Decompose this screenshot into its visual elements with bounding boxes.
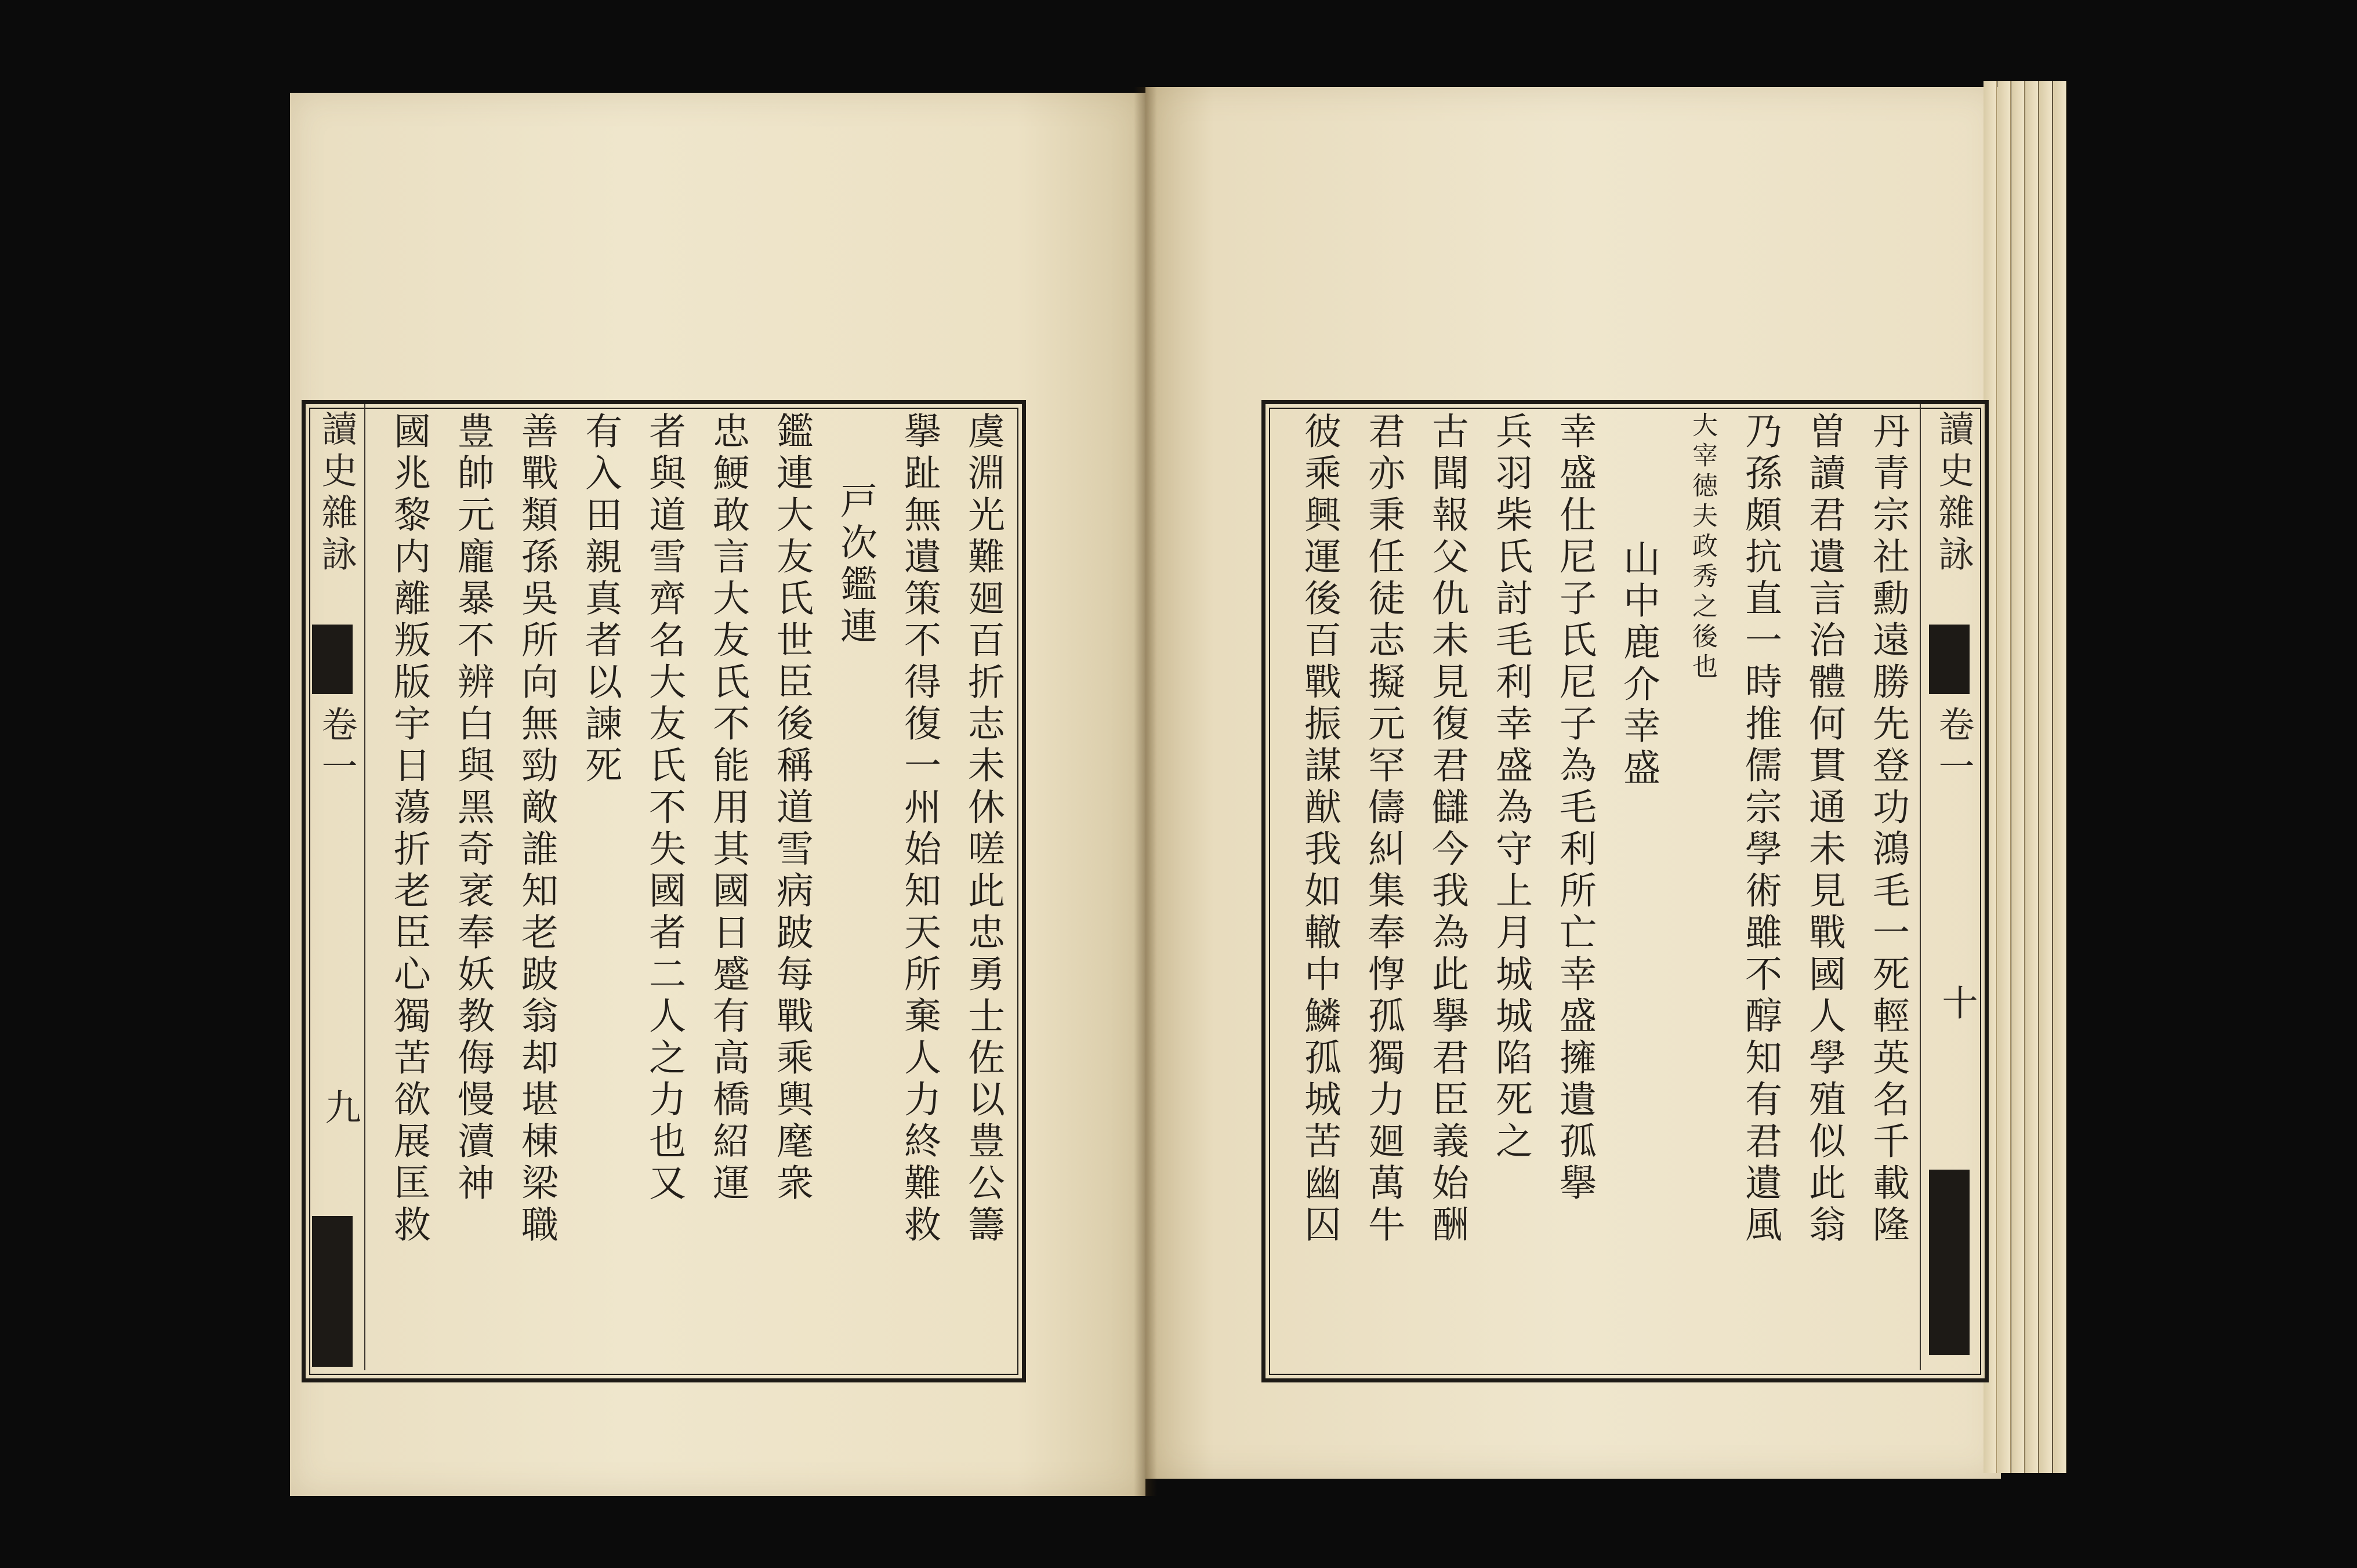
page-edge: [1997, 81, 2011, 1473]
fish-tail-mark-bottom: [312, 1216, 353, 1367]
text-column: 丹青宗社勳遠勝先登功鴻毛一死輕英名千載隆: [1866, 412, 1909, 1247]
section-heading: 戸次鑑連: [834, 481, 877, 648]
text-column: 古聞報父仇未見復君讎今我為此擧君臣義始酬: [1426, 412, 1468, 1247]
text-column: 兵羽柴氏討毛利幸盛為守上月城城陷死之: [1489, 412, 1532, 1163]
book-gutter: [1134, 87, 1157, 1496]
text-column: 曽讀君遺言治體何貫通未見戰國人學殖似此翁: [1803, 412, 1845, 1247]
page-number: 十: [1936, 984, 1978, 1020]
annotation-note: 大宰徳夫政秀之後也: [1688, 412, 1717, 683]
page-edge: [2025, 81, 2039, 1473]
page-edge: [2011, 81, 2025, 1473]
right-center-band: [1924, 404, 1977, 1370]
page-edge: [2053, 81, 2066, 1473]
fish-tail-mark: [1929, 625, 1970, 694]
text-column: 者與道雪齊名大友氏不失國者二人之力也又: [643, 412, 686, 1205]
volume-label: 卷一: [1932, 706, 1975, 789]
column-rule: [1920, 404, 1921, 1370]
page-edge: [2039, 81, 2053, 1473]
section-heading: 山中鹿介幸盛: [1617, 539, 1660, 790]
text-column: 善戰類孫吳所向無勁敵誰知老跛翁却堪棟梁職: [515, 412, 558, 1247]
page-number: 九: [319, 1088, 361, 1124]
text-column: 幸盛仕尼子氏尼子為毛利所亡幸盛擁遺孤擧: [1553, 412, 1596, 1205]
band-title: 讀史雜詠: [316, 410, 358, 577]
text-column: 鑑連大友氏世臣後稱道雪病跛每戰乘輿麾衆: [770, 412, 813, 1205]
text-column: 彼乘興運後百戰振謀猷我如轍中鱗孤城苦幽囚: [1298, 412, 1341, 1247]
column-rule: [364, 404, 365, 1370]
text-column: 國兆黎内離叛版宇日蕩折老臣心獨苦欲展匡救: [387, 412, 430, 1247]
volume-label: 卷一: [316, 706, 358, 789]
fish-tail-mark: [312, 625, 353, 694]
page-edges: [1983, 81, 2082, 1473]
text-column: 忠鯁敢言大友氏不能用其國日蹙有高橋紹運: [706, 412, 749, 1205]
left-center-band: [307, 404, 360, 1370]
text-column: 有入田親真者以諫死: [579, 412, 622, 787]
text-column: 豊帥元龐暴不辨白與黑奇衺奉妖教侮慢瀆神: [451, 412, 494, 1205]
fish-tail-mark-bottom: [1929, 1170, 1970, 1355]
text-column: 君亦秉任徒志擬元罕儔糾集奉惸孤獨力廻萬牛: [1362, 412, 1405, 1247]
text-column: 虞淵光難廻百折志未休嗟此忠勇士佐以豊公籌: [962, 412, 1005, 1247]
text-column: 乃孫頗抗直一時推儒宗學術雖不醇知有君遺風: [1739, 412, 1782, 1247]
band-title: 讀史雜詠: [1932, 410, 1975, 577]
text-column: 擧趾無遺策不得復一州始知天所棄人力終難救: [898, 412, 941, 1247]
